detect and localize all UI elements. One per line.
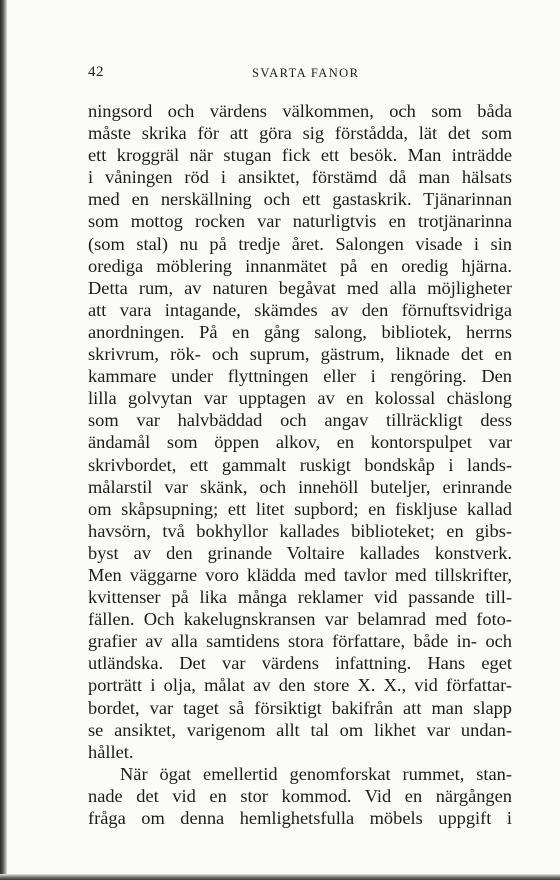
text-line: byst av den grinande Voltaire kallades konstverk. <box>88 542 512 563</box>
text-line: bordet, var taget så försiktigt bakifrån att man slapp <box>88 697 512 718</box>
text-line: (som stal) nu på tredje året. Salongen visade i sin <box>88 233 512 254</box>
scan-left-edge <box>0 0 7 880</box>
text-line: havsörn, två bokhyllor kallades biblioteket; en gibs- <box>88 520 512 541</box>
text-line: orediga möblering innanmätet på en oredig hjärna. <box>88 255 512 276</box>
text-line: målarstil var skänk, och innehöll buteljer, erinrande <box>88 476 512 497</box>
text-line: fällen. Och kakelugnskransen var belamrad med foto- <box>88 609 512 630</box>
page-number: 42 <box>88 64 104 80</box>
text-line: med en nerskällning och ett gastaskrik. Tjänarinnan <box>88 189 512 210</box>
text-line: kammare under flyttningen eller i rengöring. Den <box>88 366 512 387</box>
text-line: ett kroggräl när stugan fick ett besök. Man inträdde <box>88 145 512 166</box>
text-line: fråga om denna hemlighetsfulla möbels uppgift i <box>88 808 512 828</box>
text-line: porträtt i olja, målat av den store X. X., vid författar- <box>88 675 512 696</box>
text-line: i våningen röd i ansiktet, förstämd då man hälsats <box>88 167 512 188</box>
paragraph-end-line: hållet. <box>88 741 134 762</box>
text-line: lilla golvytan var upptagen av en kolossal chäslong <box>88 388 512 409</box>
body-text <box>88 100 512 829</box>
text-line: se ansiktet, varigenom allt tal om likhet var undan- <box>88 719 512 740</box>
text-line: grafier av alla samtidens stora författare, både in- och <box>88 631 512 652</box>
text-line: utländska. Det var värdens infattning. Hans eget <box>88 653 512 674</box>
text-line: skrivrum, rök- och suprum, gästrum, liknade det en <box>88 344 512 365</box>
text-line: Detta rum, av naturen begåvat med alla möjligheter <box>88 277 512 298</box>
text-line: att vara intagande, skämdes av den förnuftsvidriga <box>88 299 512 320</box>
paragraph-start-line: När ögat emellertid genomforskat rummet, stan- <box>120 763 512 784</box>
text-line: som var halvbäddad och angav tillräckligt dess <box>88 410 512 431</box>
text-line: om skåpsupning; ett litet supbord; en fiskljuse kallad <box>88 498 512 519</box>
text-line: måste skrika för att göra sig förstådda, lät det som <box>88 123 512 144</box>
scan-bottom-edge <box>0 874 560 880</box>
text-line: Men väggarne voro klädda med tavlor med tillskrifter, <box>88 564 512 585</box>
text-line: ningsord och värdens välkommen, och som båda <box>88 101 512 121</box>
text-line: skrivbordet, ett gammalt ruskigt bondskåp i lands- <box>88 454 512 475</box>
running-title: SVARTA FANOR <box>252 66 360 80</box>
text-line: ändamål som öppen alkov, en kontorspulpet var <box>88 432 512 453</box>
text-line: anordningen. På en gång salong, bibliotek, herrns <box>88 321 512 342</box>
text-line: kvittenser på lika många reklamer vid passande till- <box>88 587 512 608</box>
running-header <box>88 62 512 86</box>
text-line: nade det vid en stor kommod. Vid en närgången <box>88 785 512 806</box>
text-line: som mottog rocken var naturligtvis en trotjänarinna <box>88 211 512 232</box>
